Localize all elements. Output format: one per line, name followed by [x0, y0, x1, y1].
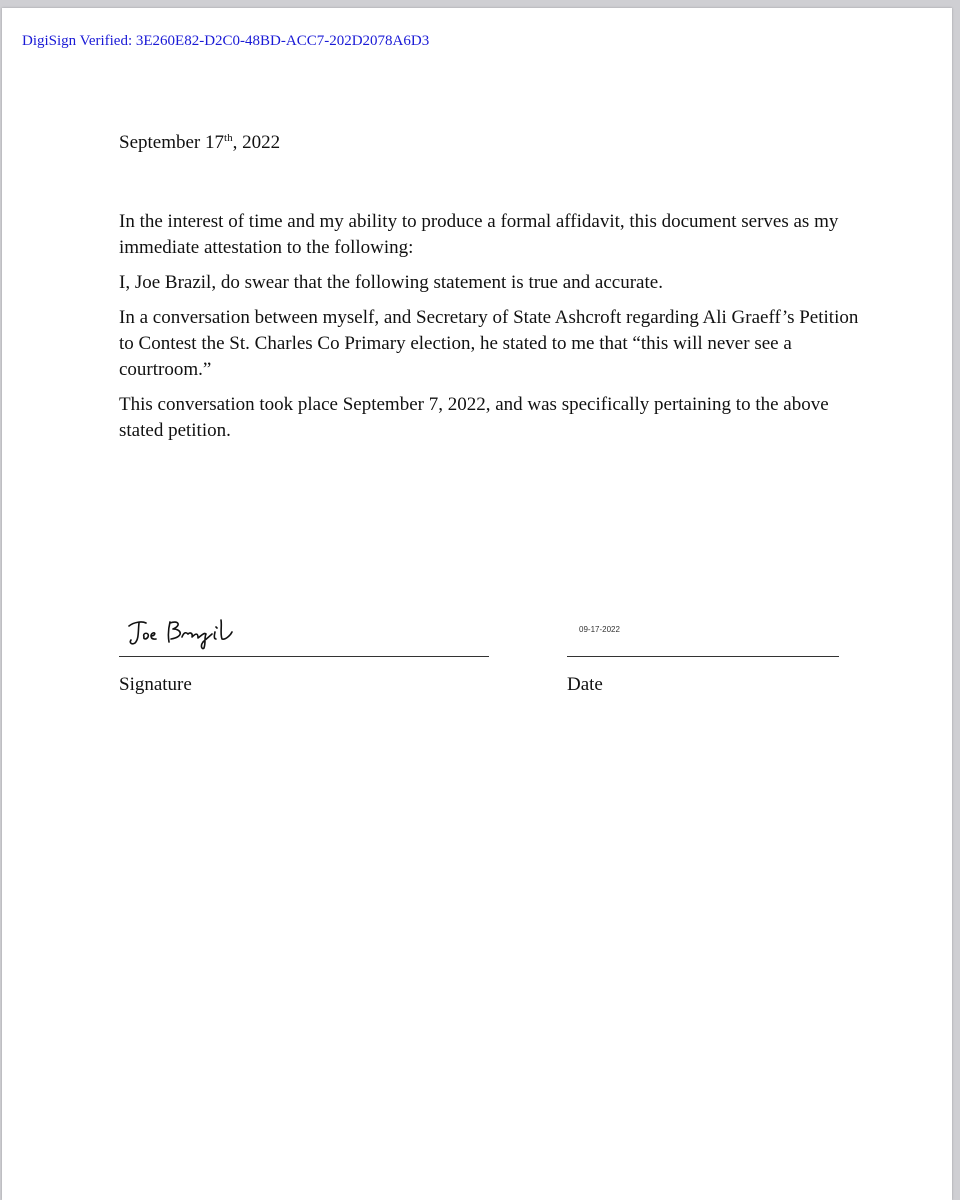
date-label: Date: [567, 674, 603, 695]
paragraph-intro: In the interest of time and my ability to produce a formal affidavit, this document serves as my immediate attestation to the following:: [119, 211, 839, 258]
signature-label: Signature: [119, 674, 192, 695]
digisign-verification-header: DigiSign Verified: 3E260E82-D2C0-48BD-ACC7-202D2078A6D3: [22, 33, 430, 49]
date-line: [567, 656, 839, 657]
date-month-day: September 17: [119, 132, 225, 153]
date-ordinal-suffix: th: [224, 132, 233, 144]
paragraph-oath: I, Joe Brazil, do swear that the following statement is true and accurate.: [119, 272, 663, 293]
document-body: [119, 209, 859, 453]
signature-line: [119, 656, 489, 657]
document-date: [119, 130, 280, 156]
paragraph-date-context: This conversation took place September 7, 2022, and was specifically pertaining to the above stated petition.: [119, 394, 829, 441]
signature-scribble: [126, 612, 256, 652]
handwritten-signature: [126, 612, 256, 652]
signed-date-value: 09-17-2022: [579, 625, 620, 634]
document-page: [2, 8, 952, 1200]
date-year: , 2022: [232, 132, 281, 153]
paragraph-conversation: In a conversation between myself, and Secretary of State Ashcroft regarding Ali Graeff’s Petition to Contest the St. Charles Co Primary election, he stated to me that “this will never see a courtroom.”: [119, 307, 859, 380]
